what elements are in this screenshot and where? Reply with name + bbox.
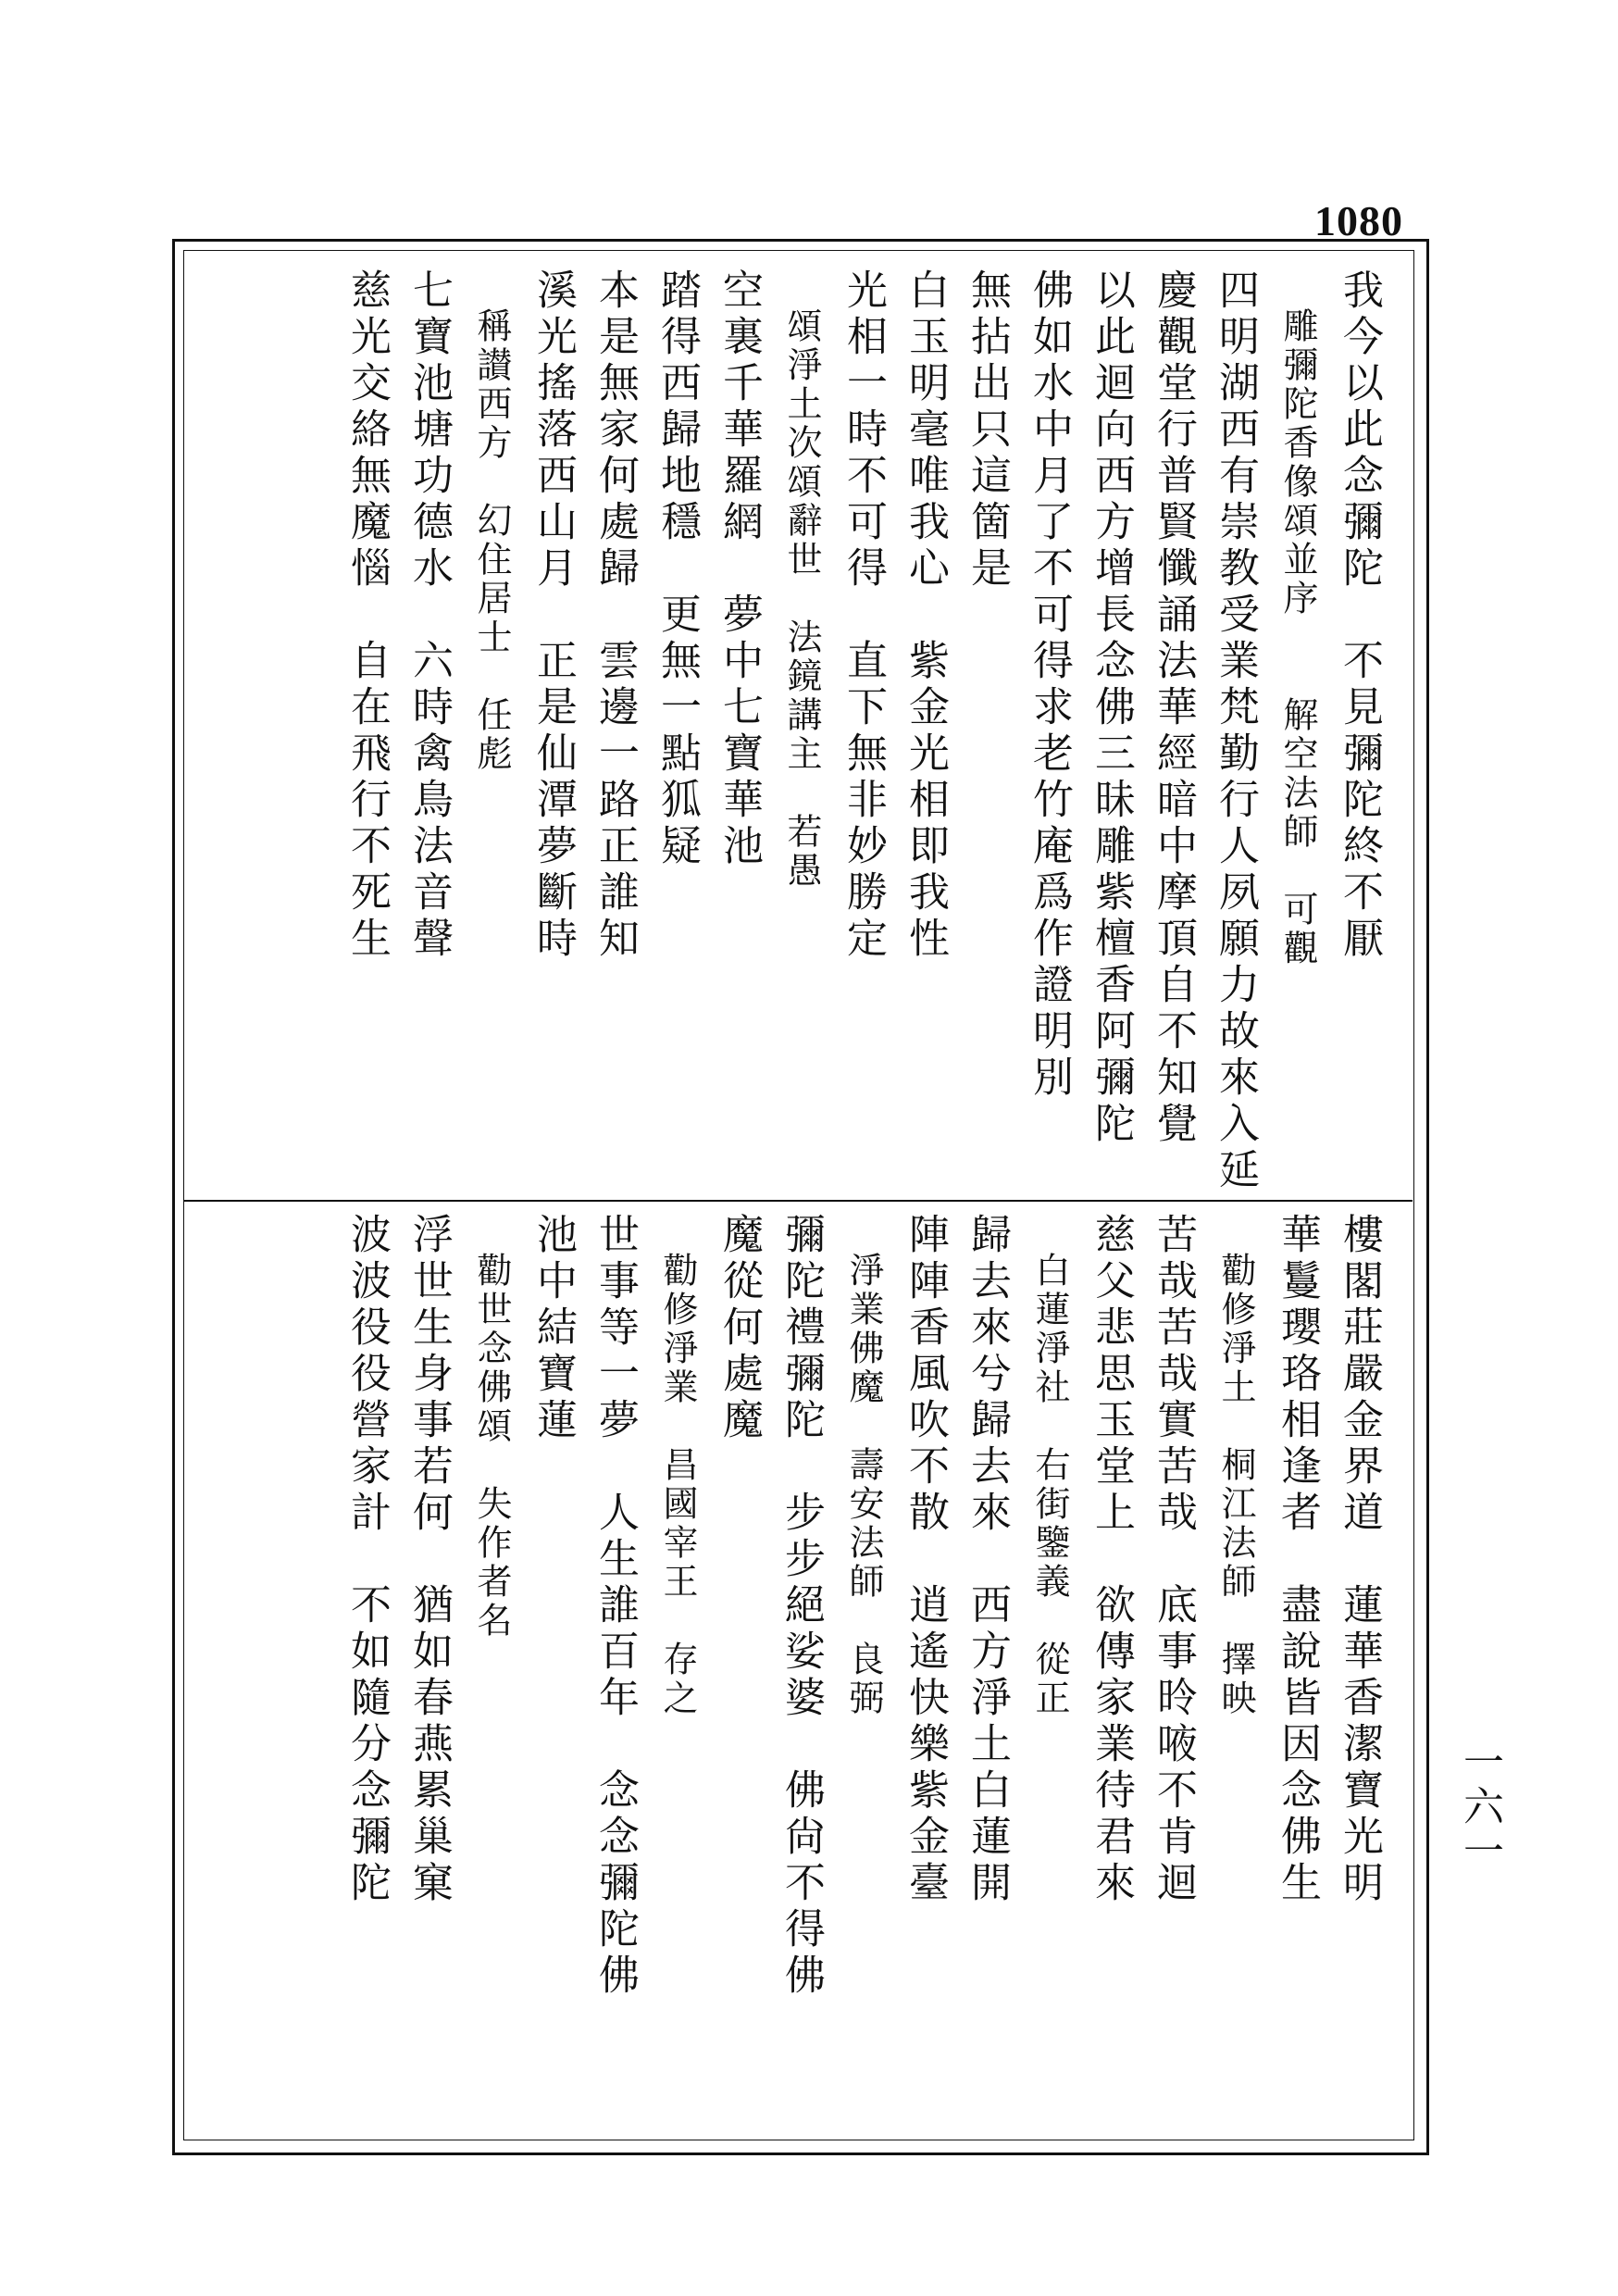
text-column: 光相一時不可得 直下無非妙勝定: [840, 268, 887, 963]
text-column: 溪光搖落西山月 正是仙潭夢斷時: [529, 268, 577, 963]
text-column: 白玉明毫唯我心 紫金光相即我性: [902, 268, 949, 963]
text-column: 空裏千華羅網 夢中七寶華池: [716, 268, 763, 870]
text-column: 慈父悲思玉堂上 欲傳家業待君來: [1088, 1213, 1135, 1907]
text-column: 佛如水中月了不可得求老竹庵爲作證明別: [1026, 268, 1073, 1102]
text-column: 雕彌陀香像頌並序 解空法師 可觀: [1277, 268, 1318, 968]
text-column: 池中結寶蓮: [529, 1213, 577, 1444]
text-column: 陣陣香風吹不散 逍遙快樂紫金臺: [902, 1213, 949, 1907]
page-number: 1080: [1314, 197, 1403, 244]
text-column: 勸修淨土 桐江法師 擇映: [1215, 1213, 1256, 1718]
text-column: 樓閣莊嚴金界道 蓮華香潔寶光明: [1336, 1213, 1383, 1907]
text-column: 浮世生身事若何 猶如春燕累巢窠: [405, 1213, 453, 1907]
text-column: 七寶池塘功德水 六時禽鳥法音聲: [405, 268, 453, 963]
text-column: 無拈出只這箇是: [964, 268, 1011, 593]
text-column: 魔從何處魔: [716, 1213, 763, 1444]
text-column: 華鬘瓔珞相逢者 盡說皆因念佛生: [1274, 1213, 1321, 1907]
text-column: 白蓮淨社 右街鑒義 從正: [1029, 1213, 1070, 1718]
text-column: 勸修淨業 昌國宰王 存之: [657, 1213, 698, 1718]
text-column: 彌陀禮彌陀 步步絕娑婆 佛尙不得佛: [778, 1213, 825, 2000]
text-column: 世事等一夢 人生誰百年 念念彌陀佛: [591, 1213, 639, 2000]
text-column: 慶觀堂行普賢懺誦法華經暗中摩頂自不知覺: [1150, 268, 1197, 1148]
side-page-number: 一六一: [1456, 1741, 1503, 1874]
text-column: 四明湖西有崇教受業梵勤行人夙願力故來入延: [1212, 268, 1259, 1194]
text-column: 踏得西歸地穩 更無一點狐疑: [653, 268, 701, 870]
text-column: 以此迴向西方增長念佛三昧雕紫檀香阿彌陀: [1088, 268, 1135, 1148]
text-column: 本是無家何處歸 雲邊一路正誰知: [591, 268, 639, 963]
bottom-text-panel: [185, 1213, 1413, 2129]
text-column: 稱讃西方 幻住居士 任彪: [471, 268, 512, 774]
top-text-panel: [185, 268, 1413, 1196]
text-column: 頌淨土次頌辭世 法鏡講主 若愚: [781, 268, 822, 891]
text-column: 慈光交絡無魔惱 自在飛行不死生: [343, 268, 391, 963]
section-divider: [184, 1200, 1413, 1202]
text-column: 苦哉苦哉實苦哉 底事昤㖡不肯迴: [1150, 1213, 1197, 1907]
text-column: 波波役役營家計 不如隨分念彌陀: [343, 1213, 391, 1907]
text-column: 我今以此念彌陀 不見彌陀終不厭: [1336, 268, 1383, 963]
text-column: 歸去來兮歸去來 西方淨土白蓮開: [964, 1213, 1011, 1907]
text-column: 淨業佛魔 壽安法師 良弼: [843, 1213, 884, 1718]
text-column: 勸世念佛頌 失作者名: [471, 1213, 512, 1641]
